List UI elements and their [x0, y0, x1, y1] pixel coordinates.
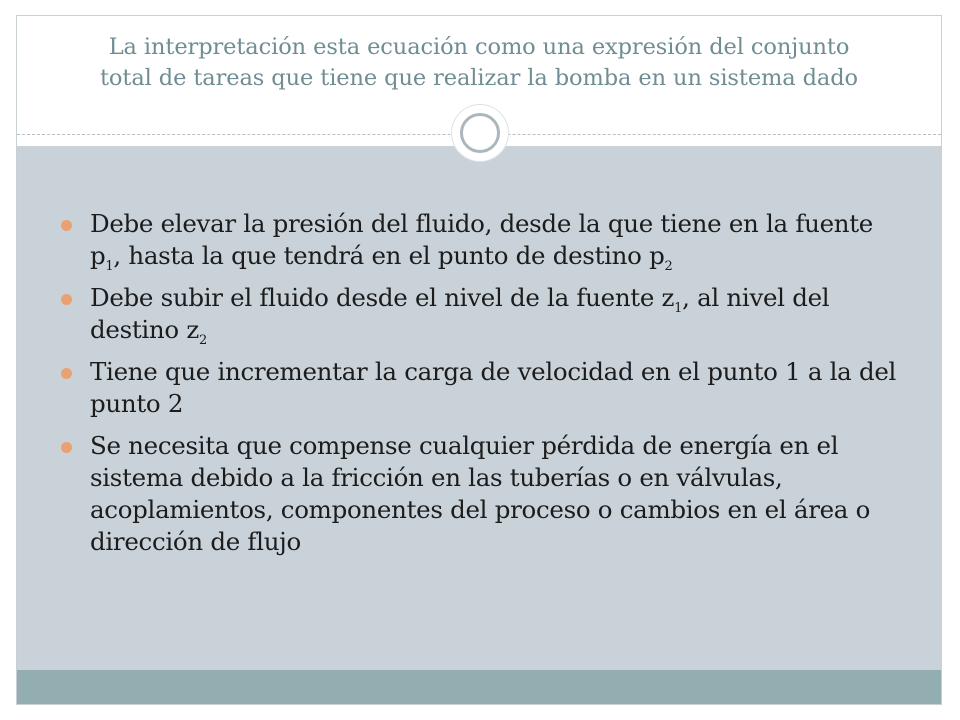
subscript: 1 [105, 258, 114, 274]
bullet-text: , hasta la que tendrá en el punto de destino p [113, 241, 665, 270]
bullet-text: , al nivel del destino z [90, 283, 830, 344]
bullet-item [60, 430, 900, 558]
footer-band [17, 670, 941, 704]
slide-title [57, 32, 901, 94]
bullet-item [60, 356, 900, 420]
title-line-2: total de tareas que tiene que realizar la bomba en un sistema dado [99, 65, 859, 91]
bullet-text: Debe subir el fluido desde el nivel de la fuente z [90, 283, 675, 312]
bullet-dot-icon [61, 442, 72, 453]
circle-ornament-icon [452, 105, 508, 161]
bullet-dot-icon [61, 294, 72, 305]
bullet-item [60, 282, 900, 346]
title-line-1: La interpretación esta ecuación como una expresión del conjunto [108, 34, 850, 60]
bullet-text: Se necesita que compense cualquier pérdida de energía en el sistema debido a la fricción en las tuberías o en válvulas, acoplamientos, componentes del proceso o cambios en el área o dirección de flujo [90, 431, 871, 556]
bullet-text: Debe elevar la presión del fluido, desde la que tiene en la fuente p [90, 209, 873, 270]
subscript: 2 [664, 258, 673, 274]
subscript: 2 [198, 332, 207, 348]
subscript: 1 [674, 300, 683, 316]
bullet-dot-icon [61, 220, 72, 231]
bullet-dot-icon [61, 368, 72, 379]
circle-ornament-inner [460, 113, 500, 153]
bullet-list [60, 208, 900, 568]
bullet-text: Tiene que incrementar la carga de velocidad en el punto 1 a la del punto 2 [90, 357, 897, 418]
bullet-item [60, 208, 900, 272]
